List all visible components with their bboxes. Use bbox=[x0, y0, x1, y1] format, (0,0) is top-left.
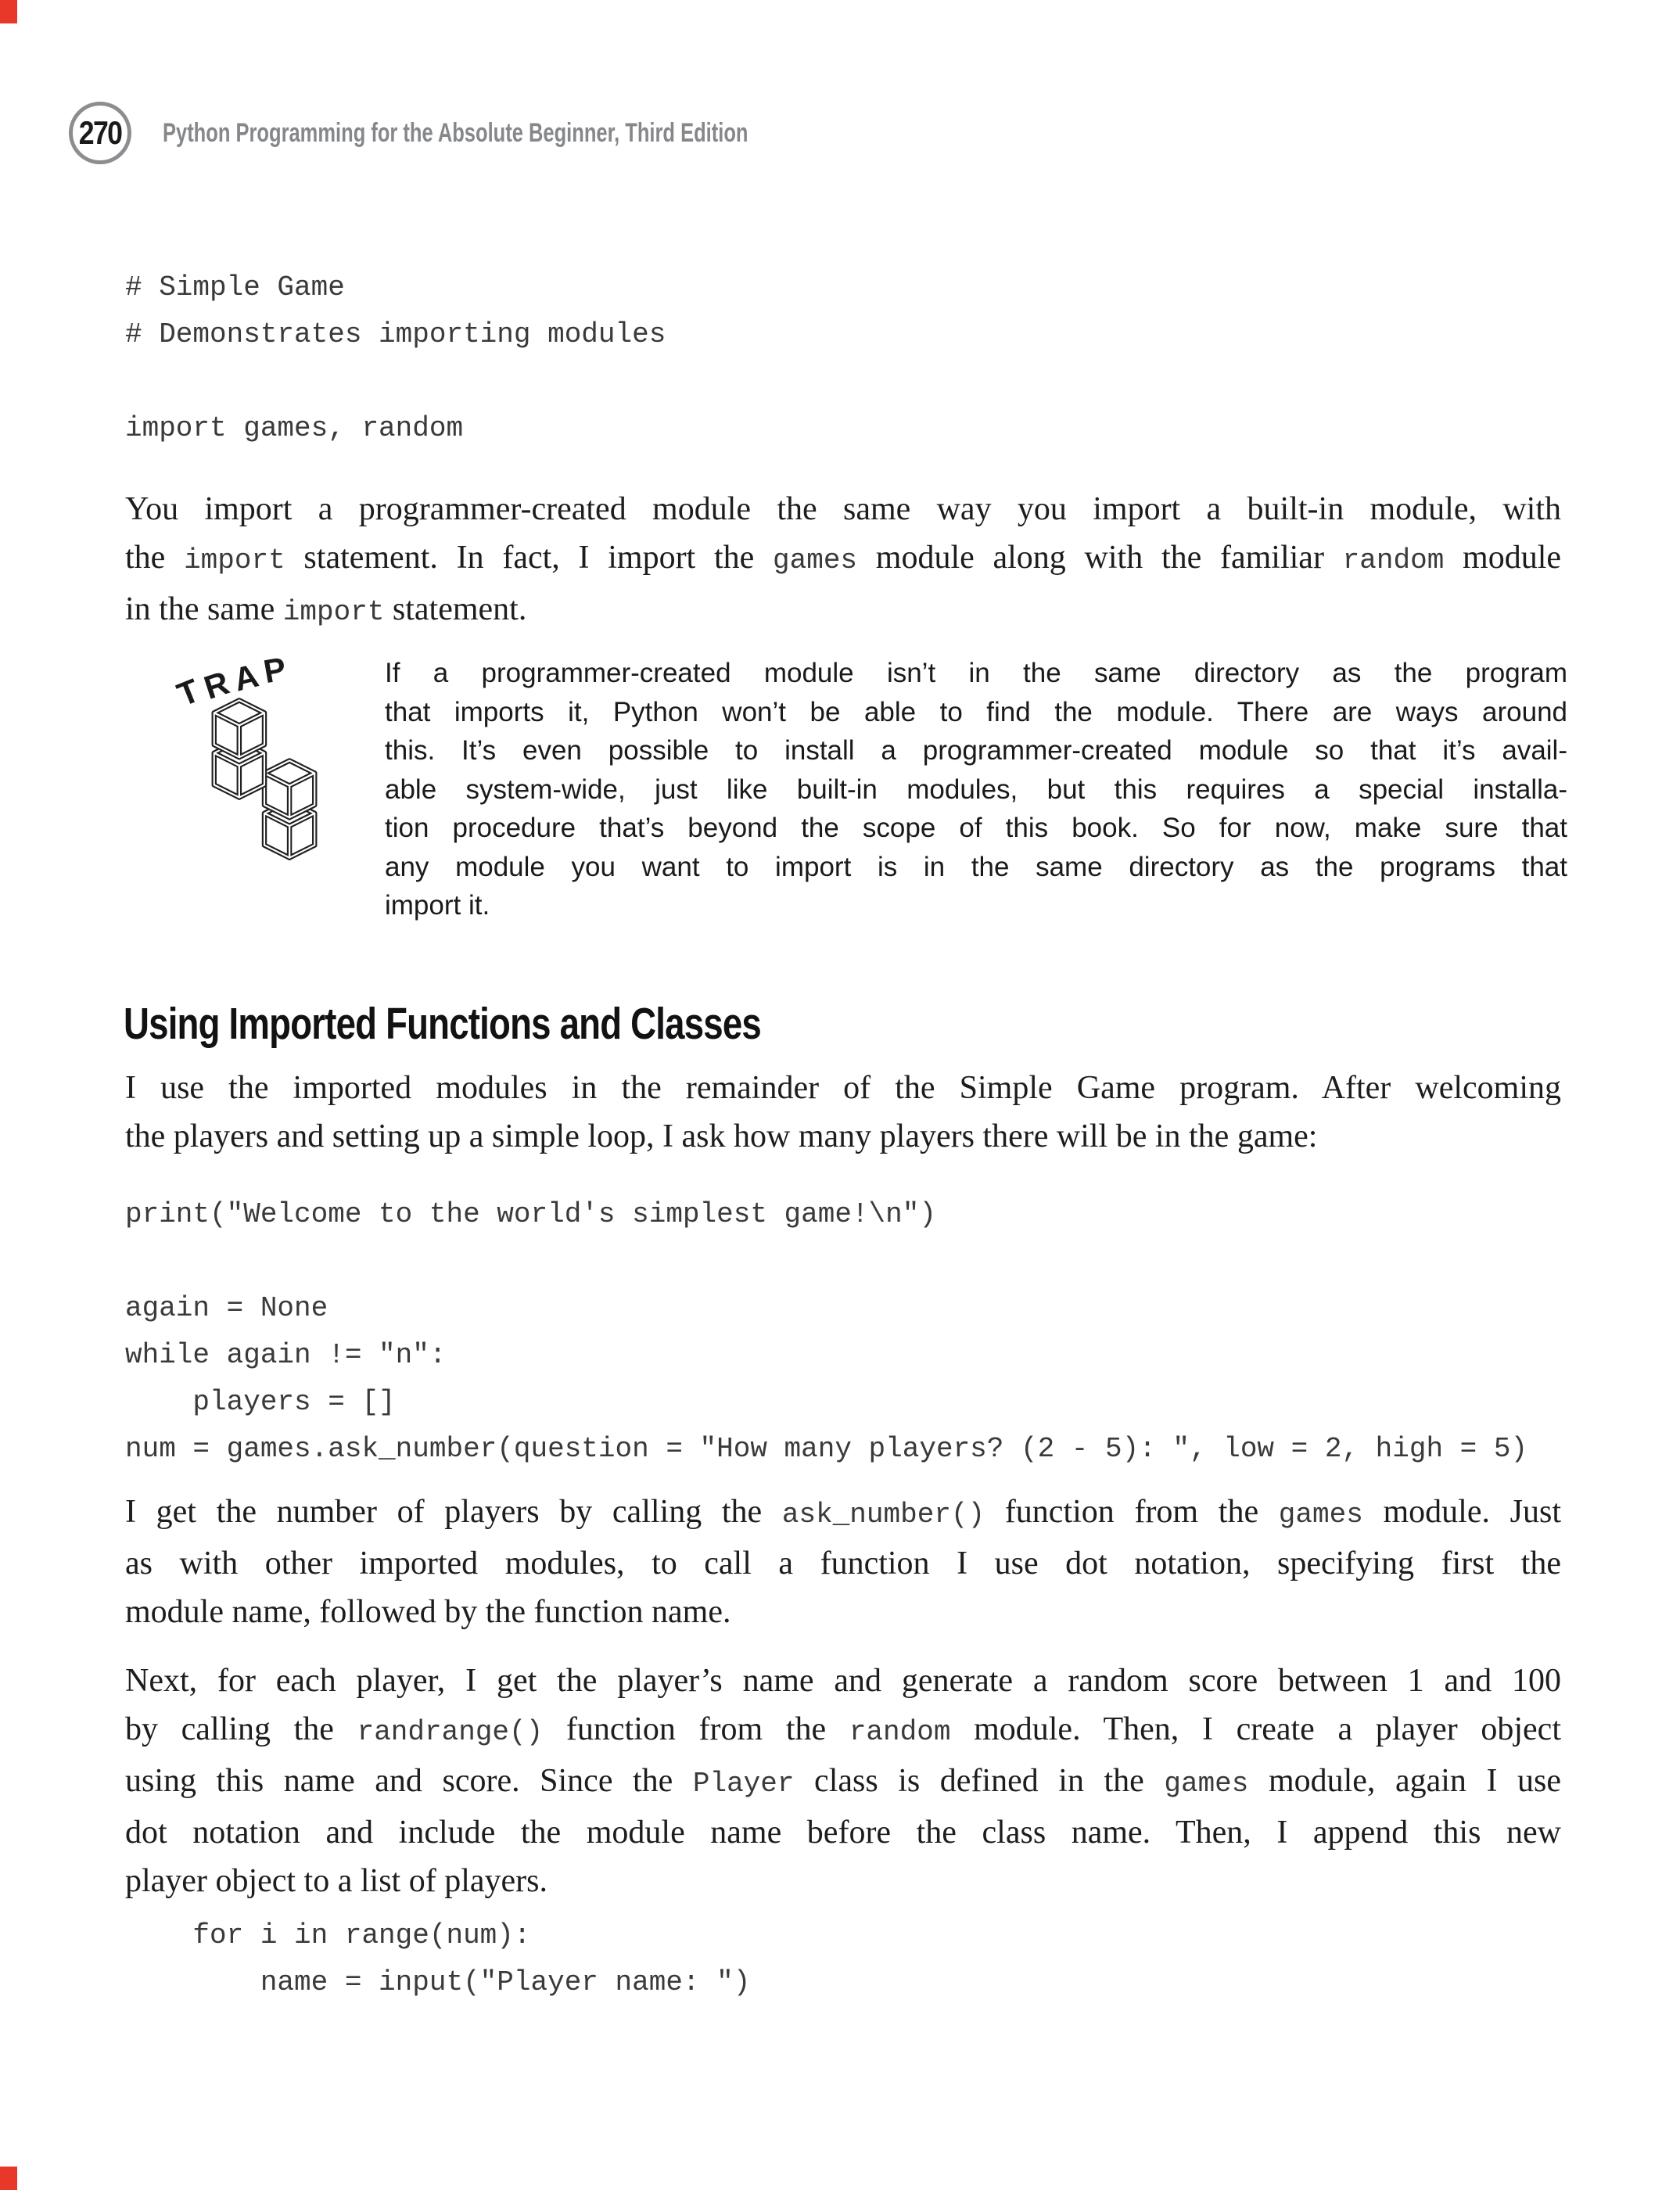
text-line: If a programmer-created module isn’t in the same directory as the program bbox=[385, 658, 1567, 688]
text-line bbox=[125, 1705, 1561, 1757]
text-line: import games, random bbox=[125, 412, 464, 444]
text-line bbox=[125, 1064, 1561, 1112]
text-segment: dot notation and include the module name before the class name. Then, I append this new bbox=[125, 1815, 1561, 1851]
text-line bbox=[125, 358, 666, 405]
code-block-for-loop bbox=[125, 1912, 750, 2006]
text-segment: module. Then, I create a player object bbox=[950, 1711, 1561, 1747]
paragraph-player-objects bbox=[125, 1657, 1561, 1905]
text-line: while again != "n": bbox=[125, 1339, 447, 1371]
text-line: players = [] bbox=[125, 1386, 396, 1418]
page-number: 270 bbox=[78, 114, 122, 151]
text-line: import it. bbox=[385, 890, 490, 921]
trap-letter: A bbox=[230, 655, 269, 698]
text-segment: statement. bbox=[384, 591, 527, 627]
inline-code: Player bbox=[692, 1768, 795, 1800]
text-segment: using this name and score. Since the bbox=[125, 1763, 693, 1799]
text-segment: Next, for each player, I get the player’s name and generate a random score between 1 and 100 bbox=[125, 1663, 1561, 1699]
text-line: tion procedure that’s beyond the scope of this book. So for now, make sure that bbox=[385, 813, 1567, 843]
inline-code: ask_number() bbox=[781, 1499, 985, 1531]
text-segment: I use the imported modules in the remainder of the Simple Game program. After welcoming bbox=[125, 1070, 1561, 1106]
text-segment: module bbox=[1444, 540, 1562, 576]
text-segment: the players and setting up a simple loop, I ask how many players there will be in the game: bbox=[125, 1118, 1318, 1154]
text-line bbox=[125, 1757, 1561, 1808]
text-segment: I get the number of players by calling the bbox=[125, 1494, 782, 1530]
trap-note-text bbox=[385, 654, 1567, 925]
trap-letter: P bbox=[260, 648, 296, 691]
section-heading: Using Imported Functions and Classes bbox=[124, 999, 761, 1049]
page-edge-tab-bottom bbox=[0, 2167, 17, 2190]
text-line bbox=[125, 1857, 1561, 1905]
running-header bbox=[69, 102, 943, 164]
paragraph-import-explanation bbox=[125, 485, 1561, 637]
text-line bbox=[125, 1488, 1561, 1539]
inline-code: games bbox=[1278, 1499, 1363, 1531]
inline-code: randrange() bbox=[357, 1716, 544, 1748]
text-segment: statement. In fact, I import the bbox=[285, 540, 774, 576]
text-line: # Simple Game bbox=[125, 271, 345, 303]
text-line bbox=[125, 533, 1561, 585]
inline-code: games bbox=[773, 544, 858, 576]
text-line: # Demonstrates importing modules bbox=[125, 318, 666, 350]
trap-letter: T bbox=[171, 669, 211, 713]
code-block-welcome-loop bbox=[125, 1191, 1527, 1473]
text-line bbox=[125, 1808, 1561, 1857]
text-line: that imports it, Python won’t be able to find the module. There are ways around bbox=[385, 696, 1567, 727]
paragraph-using-imported bbox=[125, 1064, 1561, 1161]
text-line bbox=[125, 585, 1561, 637]
text-segment: module, again I use bbox=[1248, 1763, 1562, 1799]
text-line: for i in range(num): bbox=[125, 1919, 531, 1951]
text-line bbox=[125, 1539, 1561, 1588]
text-line: again = None bbox=[125, 1292, 328, 1324]
inline-code: import bbox=[282, 596, 385, 628]
text-line: able system-wide, just like built-in modules, but this requires a special installa- bbox=[385, 774, 1567, 805]
code-block-import bbox=[125, 264, 666, 452]
text-line: num = games.ask_number(question = "How many players? (2 - 5): ", low = 2, high = 5) bbox=[125, 1433, 1528, 1465]
page-edge-tab-top bbox=[0, 0, 17, 23]
text-line: print("Welcome to the world's simplest game!\n") bbox=[125, 1198, 936, 1230]
text-segment: player object to a list of players. bbox=[125, 1863, 547, 1899]
text-segment: by calling the bbox=[125, 1711, 357, 1747]
trap-blocks-icon bbox=[202, 696, 327, 866]
text-line bbox=[125, 485, 1561, 533]
text-segment: in the same bbox=[125, 591, 283, 627]
text-segment: function from the bbox=[985, 1494, 1279, 1530]
text-line bbox=[125, 1657, 1561, 1705]
text-line bbox=[125, 1112, 1561, 1161]
text-segment: module name, followed by the function name. bbox=[125, 1594, 731, 1630]
inline-code: random bbox=[1342, 544, 1445, 576]
text-segment: the bbox=[125, 540, 185, 576]
inline-code: random bbox=[849, 1716, 951, 1748]
text-line: name = input("Player name: ") bbox=[125, 1966, 751, 1998]
text-segment: function from the bbox=[543, 1711, 849, 1747]
text-line: this. It’s even possible to install a programmer-created module so that it’s avail- bbox=[385, 735, 1567, 766]
text-segment: class is defined in the bbox=[794, 1763, 1165, 1799]
text-line bbox=[125, 1238, 1527, 1285]
text-line: any module you want to import is in the same directory as the programs that bbox=[385, 851, 1567, 882]
inline-code: import bbox=[184, 544, 285, 576]
text-line bbox=[125, 1588, 1561, 1636]
text-segment: module. Just bbox=[1362, 1494, 1562, 1530]
text-segment: as with other imported modules, to call a function I use dot notation, specifying first the bbox=[125, 1546, 1561, 1581]
trap-letter: R bbox=[199, 662, 240, 706]
text-segment: module along with the familiar bbox=[857, 540, 1343, 576]
paragraph-ask-number bbox=[125, 1488, 1561, 1636]
text-segment: You import a programmer-created module the same way you import a built-in module, with bbox=[125, 491, 1561, 527]
inline-code: games bbox=[1164, 1768, 1249, 1800]
book-title-header: Python Programming for the Absolute Beginner, Third Edition bbox=[163, 117, 748, 148]
page-number-circle bbox=[69, 102, 131, 164]
